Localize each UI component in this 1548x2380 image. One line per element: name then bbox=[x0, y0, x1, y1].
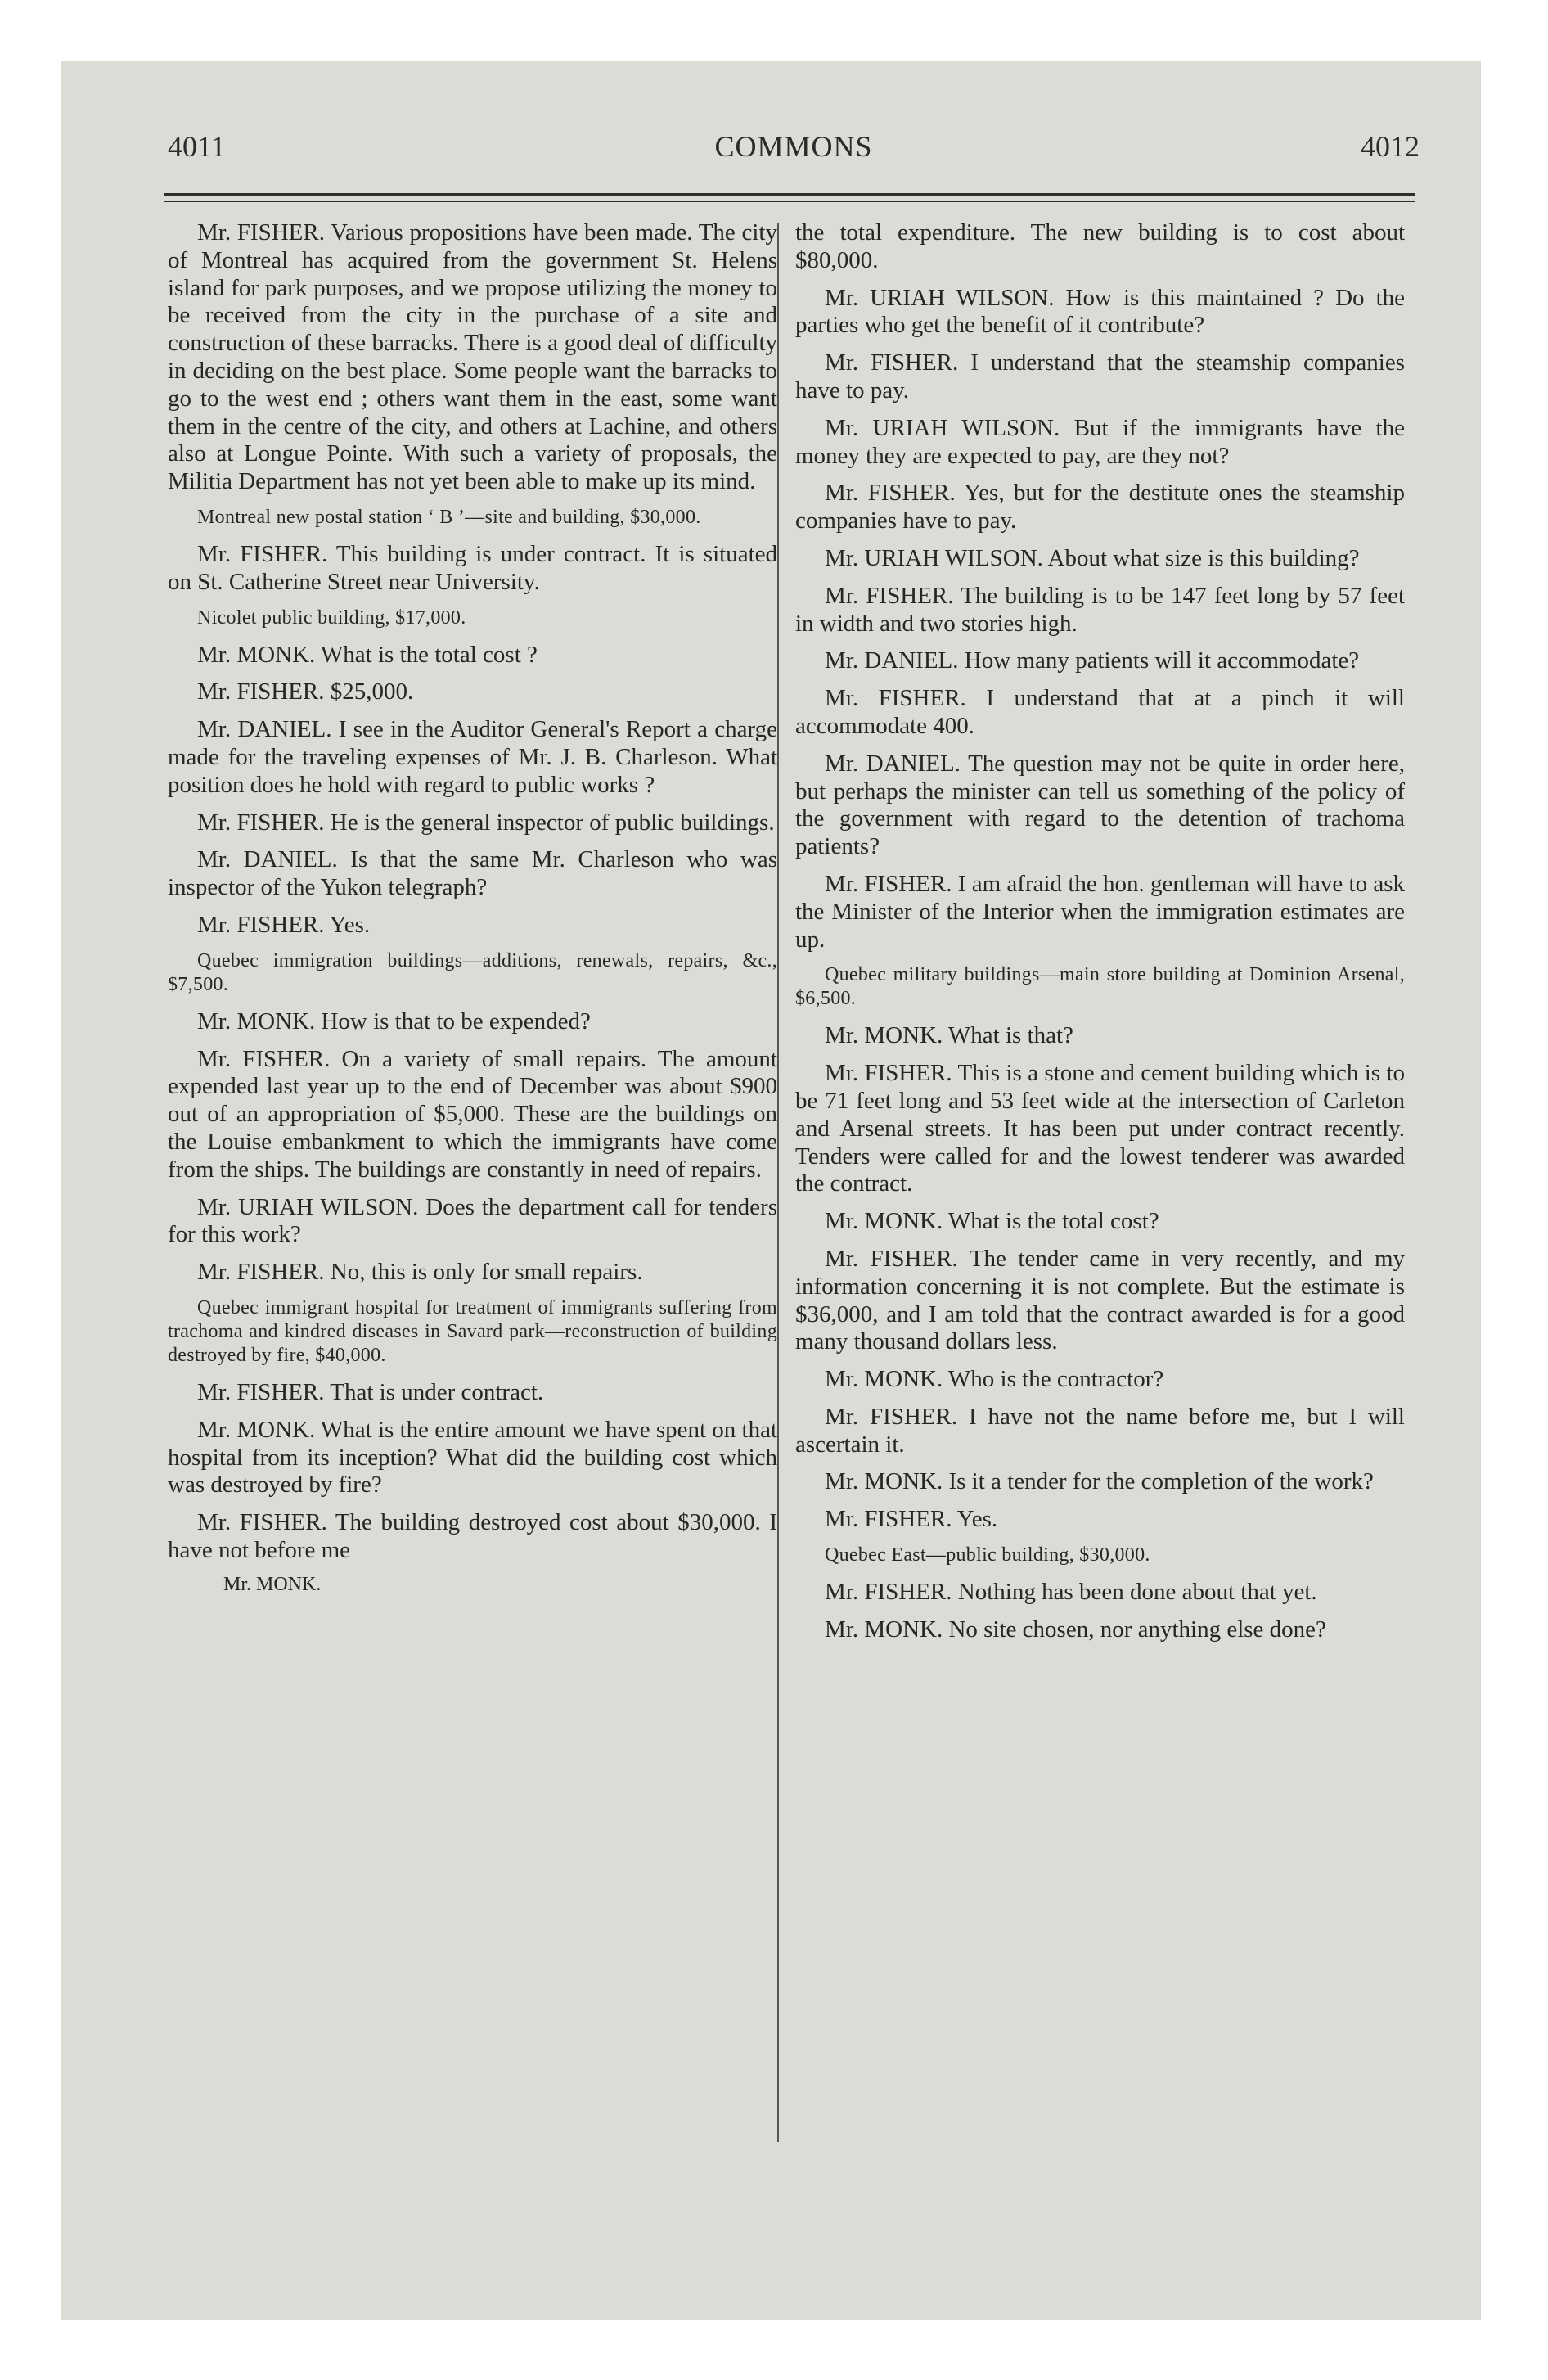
right-column bbox=[795, 219, 1405, 1654]
speech-paragraph: Mr. MONK. What is the total cost? bbox=[825, 1208, 1159, 1235]
speech-paragraph: Mr. FISHER. $25,000. bbox=[197, 678, 414, 705]
estimate-item: Quebec immigration buildings—additions, renewals, repairs, &c., $7,500. bbox=[168, 949, 777, 995]
speech-paragraph: Mr. DANIEL. How many patients will it accommodate? bbox=[825, 647, 1360, 674]
speech-paragraph: Mr. FISHER. Nothing has been done about that yet. bbox=[825, 1579, 1317, 1606]
speech-paragraph: Mr. FISHER. That is under contract. bbox=[197, 1378, 544, 1405]
estimate-item: Quebec military buildings—main store building at Dominion Arsenal, $6,500. bbox=[795, 964, 1405, 1010]
speech-paragraph: Mr. FISHER. This is a stone and cement building which is to be 71 feet long and 53 feet wide at the intersection of Carleton and Arsenal streets. It has been put under contract recently. Tenders were called for and the lowest tenderer was awarded the contract. bbox=[795, 1060, 1405, 1197]
speech-paragraph: Mr. MONK. What is the total cost ? bbox=[197, 641, 538, 668]
speech-paragraph: Mr. URIAH WILSON. About what size is this building? bbox=[825, 544, 1360, 571]
column-divider bbox=[777, 223, 779, 2142]
speech-paragraph: Mr. DANIEL. I see in the Auditor General's Report a charge made for the traveling expenses of Mr. J. B. Charleson. What position does he hold with regard to public works ? bbox=[168, 716, 777, 798]
speech-paragraph: Mr. FISHER. On a variety of small repairs. The amount expended last year up to the end of December was about $900 out of an appropriation of $5,000. These are the buildings on the Louise embankment to which the immigrants have come from the ships. The buildings are constantly in need of repairs. bbox=[168, 1045, 777, 1183]
speech-paragraph: Mr. FISHER. The building destroyed cost about $30,000. I have not before me bbox=[168, 1509, 777, 1563]
speech-paragraph: Mr. URIAH WILSON. How is this maintained ? Do the parties who get the benefit of it contribute? bbox=[795, 284, 1405, 339]
speech-paragraph: Mr. URIAH WILSON. But if the immigrants have the money they are expected to pay, are they not? bbox=[795, 414, 1405, 469]
speech-paragraph: Mr. MONK. Is it a tender for the completion of the work? bbox=[825, 1468, 1374, 1495]
header-rule-top bbox=[164, 193, 1415, 196]
speech-paragraph: Mr. FISHER. I am afraid the hon. gentleman will have to ask the Minister of the Interior when the immigration estimates are up. bbox=[795, 870, 1405, 953]
estimate-item: Quebec immigrant hospital for treatment of immigrants suffering from trachoma and kindred diseases in Savard park—reconstruction of building destroyed by fire, $40,000. bbox=[168, 1296, 777, 1366]
estimate-item: Nicolet public building, $17,000. bbox=[197, 606, 466, 629]
left-column bbox=[168, 219, 777, 1608]
estimate-item: Montreal new postal station ‘ B ’—site and building, $30,000. bbox=[197, 506, 701, 528]
speech-paragraph: Mr. FISHER. Yes. bbox=[825, 1506, 998, 1533]
page-title: COMMONS bbox=[714, 130, 873, 163]
speech-paragraph: Mr. FISHER. Yes. bbox=[197, 911, 371, 938]
header-rule-bottom bbox=[164, 201, 1415, 202]
page-number-left: 4011 bbox=[168, 130, 226, 163]
speech-paragraph: Mr. FISHER. This building is under contract. It is situated on St. Catherine Street near University. bbox=[168, 540, 777, 595]
speech-paragraph: Mr. FISHER. Yes, but for the destitute ones the steamship companies have to pay. bbox=[795, 480, 1405, 534]
speech-paragraph: Mr. FISHER. The tender came in very recently, and my information concerning it is not complete. But the estimate is $36,000, and I am told that the contract awarded is for a good many thousand dollars less. bbox=[795, 1245, 1405, 1355]
speech-paragraph: Mr. DANIEL. The question may not be quite in order here, but perhaps the minister can tell us something of the policy of the government with regard to the detention of trachoma patients? bbox=[795, 750, 1405, 860]
catchword-footer: Mr. MONK. bbox=[223, 1573, 322, 1595]
page-number-right: 4012 bbox=[1361, 130, 1420, 163]
speech-paragraph: Mr. MONK. Who is the contractor? bbox=[825, 1366, 1164, 1393]
speech-paragraph: Mr. MONK. How is that to be expended? bbox=[197, 1007, 591, 1034]
speech-paragraph: Mr. FISHER. I understand that the steamship companies have to pay. bbox=[795, 349, 1405, 403]
speech-paragraph: Mr. FISHER. I have not the name before me, but I will ascertain it. bbox=[795, 1403, 1405, 1458]
page-header bbox=[168, 129, 1420, 170]
speech-paragraph: Mr. MONK. No site chosen, nor anything else done? bbox=[825, 1616, 1326, 1643]
speech-paragraph: Mr. DANIEL. Is that the same Mr. Charleson who was inspector of the Yukon telegraph? bbox=[168, 846, 777, 901]
speech-paragraph: Mr. FISHER. No, this is only for small repairs. bbox=[197, 1259, 643, 1286]
estimate-item: Quebec East—public building, $30,000. bbox=[825, 1544, 1150, 1566]
speech-paragraph: Mr. URIAH WILSON. Does the department call for tenders for this work? bbox=[168, 1193, 777, 1248]
speech-paragraph: Mr. MONK. What is that? bbox=[825, 1022, 1073, 1049]
speech-paragraph: Mr. FISHER. The building is to be 147 feet long by 57 feet in width and two stories high. bbox=[795, 582, 1405, 637]
speech-paragraph: Mr. FISHER. I understand that at a pinch it will accommodate 400. bbox=[795, 685, 1405, 739]
speech-paragraph: Mr. FISHER. He is the general inspector of public buildings. bbox=[197, 809, 775, 836]
speech-paragraph: Mr. MONK. What is the entire amount we have spent on that hospital from its inception? What did the building cost which was destroyed by fire? bbox=[168, 1416, 778, 1499]
speech-continuation: the total expenditure. The new building is to cost about $80,000. bbox=[795, 219, 1405, 273]
speech-paragraph: Mr. FISHER. Various propositions have been made. The city of Montreal has acquired from the government St. Helens island for park purposes, and we propose utilizing the money to be received from the city in the purchase of a site and construction of these barracks. There is a good deal of difficulty in deciding on the best place. Some people want the barracks to go to the west end ; others want them in the east, some want them in the centre of the city, and others at Lachine, and others also at Longue Pointe. With such a variety of proposals, the Militia Department has not yet been able to make up its mind. bbox=[168, 219, 777, 495]
